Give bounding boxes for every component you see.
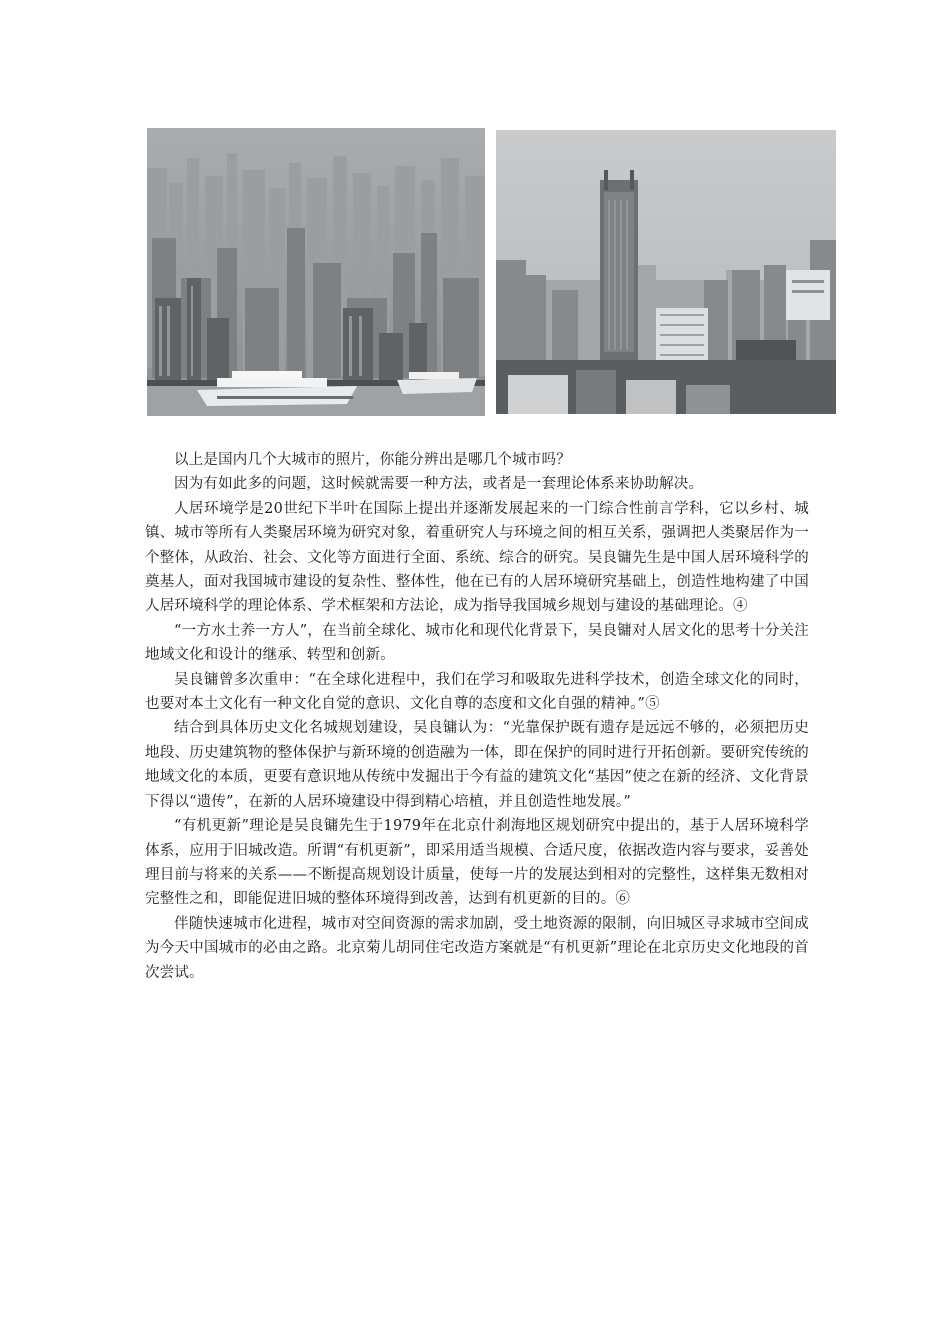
paragraph-4: “一方水土养一方人”，在当前全球化、城市化和现代化背景下，吴良镛对人居文化的思考十分关注地域文化和设计的继承、转型和创新。 [145, 622, 809, 664]
paragraph-3: 人居环境学是20世纪下半叶在国际上提出并逐渐发展起来的一门综合性前言学科，它以乡村、城镇、城市等所有人类聚居环境为研究对象，着重研究人与环境之间的相互关系，强调把人类聚居作为一个整体，从政治、社会、文化等方面进行全面、系统、综合的研究。吴良镛先生是中国人居环境科学的奠基人，面对我国城市建设的复杂性、整体性，他在已有的人居环境研究基础上，创造性地构建了中国人居环境科学的理论体系、学术框架和方法论，成为指导我国城乡规划与建设的基础理论。④ [145, 500, 809, 615]
paragraph-1: 以上是国内几个大城市的照片，你能分辨出是哪几个城市吗？ [174, 452, 571, 468]
harbor-skyline-illustration [147, 128, 485, 416]
paragraph-8: 伴随快速城市化进程，城市对空间资源的需求加剧，受土地资源的限制，向旧城区寻求城市空间成为今天中国城市的必由之路。北京菊儿胡同住宅改造方案就是“有机更新”理论在北京历史文化地段的首次尝试。 [145, 915, 809, 981]
paragraph-6: 结合到具体历史文化名城规划建设，吴良镛认为：“光靠保护既有遗存是远远不够的，必须把历史地段、历史建筑物的整体保护与新环境的创造融为一体，即在保护的同时进行开拓创新。要研究传统的地域文化的本质，更要有意识地从传统中发掘出于今有益的建筑文化“基因”使之在新的经济、文化背景下得以“遗传”，在新的人居环境建设中得到精心培植，并且创造性地发展。” [145, 720, 809, 810]
tower-skyline-illustration [496, 130, 836, 414]
paragraph-7: “有机更新”理论是吴良镛先生于1979年在北京什刹海地区规划研究中提出的，基于人居环境科学体系，应用于旧城改造。所谓“有机更新”，即采用适当规模、合适尺度，依据改造内容与要求，妥善处理目前与将来的关系——不断提高规划设计质量，使每一片的发展达到相对的完整性，这样集无数相对完整性之和，即能促进旧城的整体环境得到改善，达到有机更新的目的。⑥ [145, 818, 809, 908]
photo-city-skyline-harbor [147, 128, 485, 416]
photo-city-skyline-tower [496, 130, 836, 414]
paragraph-2: 因为有如此多的问题，这时候就需要一种方法，或者是一套理论体系来协助解决。 [174, 476, 704, 493]
article-body [145, 448, 809, 985]
paragraph-5: 吴良镛曾多次重申：“在全球化进程中，我们在学习和吸取先进科学技术，创造全球文化的同时，也要对本土文化有一种文化自觉的意识、文化自尊的态度和文化自强的精神。”⑤ [145, 671, 809, 713]
